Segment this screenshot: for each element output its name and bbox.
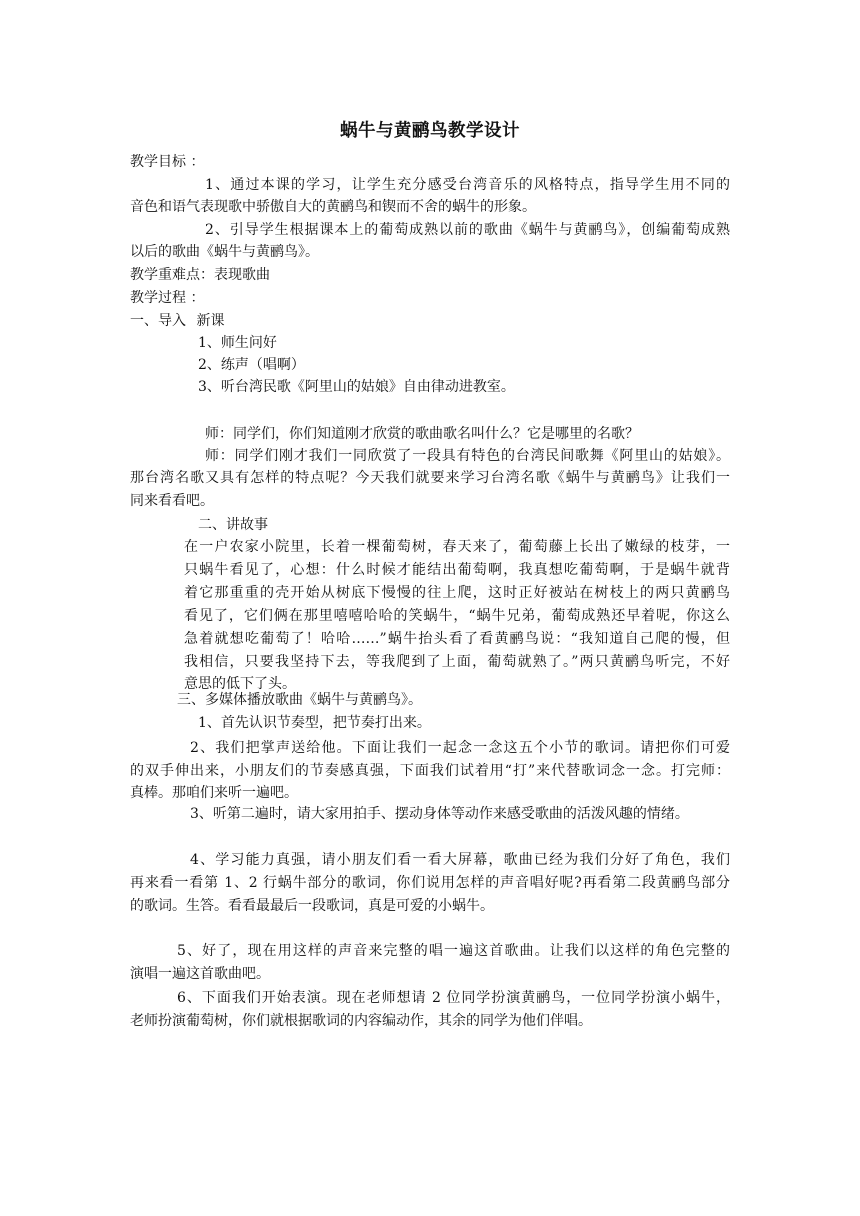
media-step-6-line-2: 老师扮演葡萄树，你们就根据歌词的内容编动作，其余的同学为他们伴唱。 [130, 1013, 592, 1029]
story-line-5: 急着就想吃葡萄了！哈哈……”蜗牛抬头看了看黄鹂鸟说：“我知道自己爬的慢，但 [184, 631, 730, 647]
story-line-4: 看见了，它们俩在那里嘻嘻哈哈的笑蜗牛，“蜗牛兄弟，葡萄成熟还早着呢，你这么 [184, 608, 730, 624]
process-heading: 教学过程 ： [130, 290, 205, 306]
intro-step-1: 1、师生问好 [198, 335, 277, 351]
goal-1-line-1: 1、通过本课的学习，让学生充分感受台湾音乐的风格特点，指导学生用不同的 [205, 177, 730, 193]
media-step-5-line-2: 演唱一遍这首歌曲吧。 [130, 966, 270, 982]
story-line-2: 只蜗牛看见了，心想：什么时候才能结出葡萄啊，我真想吃葡萄啊，于是蜗牛就背 [184, 562, 730, 578]
media-heading: 三、多媒体播放歌曲《蜗牛与黄鹂鸟》。 [177, 692, 422, 708]
intro-step-3: 3、听台湾民歌《阿里山的姑娘》自由律动进教室。 [198, 379, 515, 395]
document-title: 蜗牛与黄鹂鸟教学设计 [340, 121, 520, 141]
story-line-3: 着它那重重的壳开始从树底下慢慢的往上爬，这时正好被站在树枝上的两只黄鹂鸟 [184, 585, 730, 601]
media-step-2-line-1: 2、我们把掌声送给他。下面让我们一起念一念这五个小节的歌词。请把你们可爱 [190, 740, 730, 756]
media-step-2-line-2: 的双手伸出来，小朋友们的节奏感真强，下面我们试着用“打”来代替歌词念一念。打完师： [130, 763, 730, 779]
goal-2-line-2: 以后的歌曲《蜗牛与黄鹂鸟》。 [130, 244, 319, 260]
media-step-4-line-2: 再来看一看第 1、2 行蜗牛部分的歌词，你们说用怎样的声音唱好呢?再看第二段黄鹂鸟部分 [130, 875, 730, 891]
media-step-4-line-1: 4、学习能力真强，请小朋友们看一看大屏幕，歌曲已经为我们分好了角色，我们 [190, 852, 730, 868]
teacher-question-2-line-1: 师：同学们刚才我们一同欣赏了一段具有特色的台湾民间歌舞《阿里山的姑娘》。 [205, 448, 730, 464]
story-line-1: 在一户农家小院里，长着一棵葡萄树，春天来了，葡萄藤上长出了嫩绿的枝芽，一 [184, 539, 730, 555]
media-step-4-line-3: 的歌词。生答。看看最最后一段歌词，真是可爱的小蜗牛。 [130, 898, 494, 914]
intro-step-2: 2、练声（唱啊） [198, 357, 305, 373]
goal-2-line-1: 2、引导学生根据课本上的葡萄成熟以前的歌曲《蜗牛与黄鹂鸟》，创编葡萄成熟 [205, 222, 730, 238]
media-step-5-line-1: 5、好了，现在用这样的声音来完整的唱一遍这首歌曲。让我们以这样的角色完整的 [177, 943, 730, 959]
story-line-7: 意思的低下了头。 [184, 676, 296, 692]
teacher-question-2-line-2: 那台湾名歌又具有怎样的特点呢？今天我们就要来学习台湾名歌《蜗牛与黄鹂鸟》让我们一 [130, 470, 730, 486]
difficulty-text: 教学重难点：表现歌曲 [130, 267, 270, 283]
goals-heading: 教学目标 ： [130, 154, 205, 170]
goal-1-line-2: 音色和语气表现歌中骄傲自大的黄鹂鸟和锲而不舍的蜗牛的形象。 [130, 199, 536, 215]
story-heading: 二、讲故事 [198, 517, 268, 533]
teacher-question-2-line-3: 同来看看吧。 [130, 493, 214, 509]
teacher-question-1: 师：同学们，你们知道刚才欣赏的歌曲歌名叫什么？它是哪里的名歌？ [205, 426, 639, 442]
media-step-6-line-1: 6、下面我们开始表演。现在老师想请 2 位同学扮演黄鹂鸟，一位同学扮演小蜗牛， [177, 990, 730, 1006]
media-step-3: 3、听第二遍时，请大家用拍手、摆动身体等动作来感受歌曲的活泼风趣的情绪。 [190, 806, 689, 822]
story-line-6: 我相信，只要我坚持下去，等我爬到了上面，葡萄就熟了。”两只黄鹂鸟听完，不好 [184, 654, 730, 670]
intro-heading: 一、导入 新课 [130, 313, 225, 329]
media-step-2-line-3: 真棒。那咱们来听一遍吧。 [130, 785, 298, 801]
media-step-1: 1、首先认识节奏型，把节奏打出来。 [198, 715, 431, 731]
